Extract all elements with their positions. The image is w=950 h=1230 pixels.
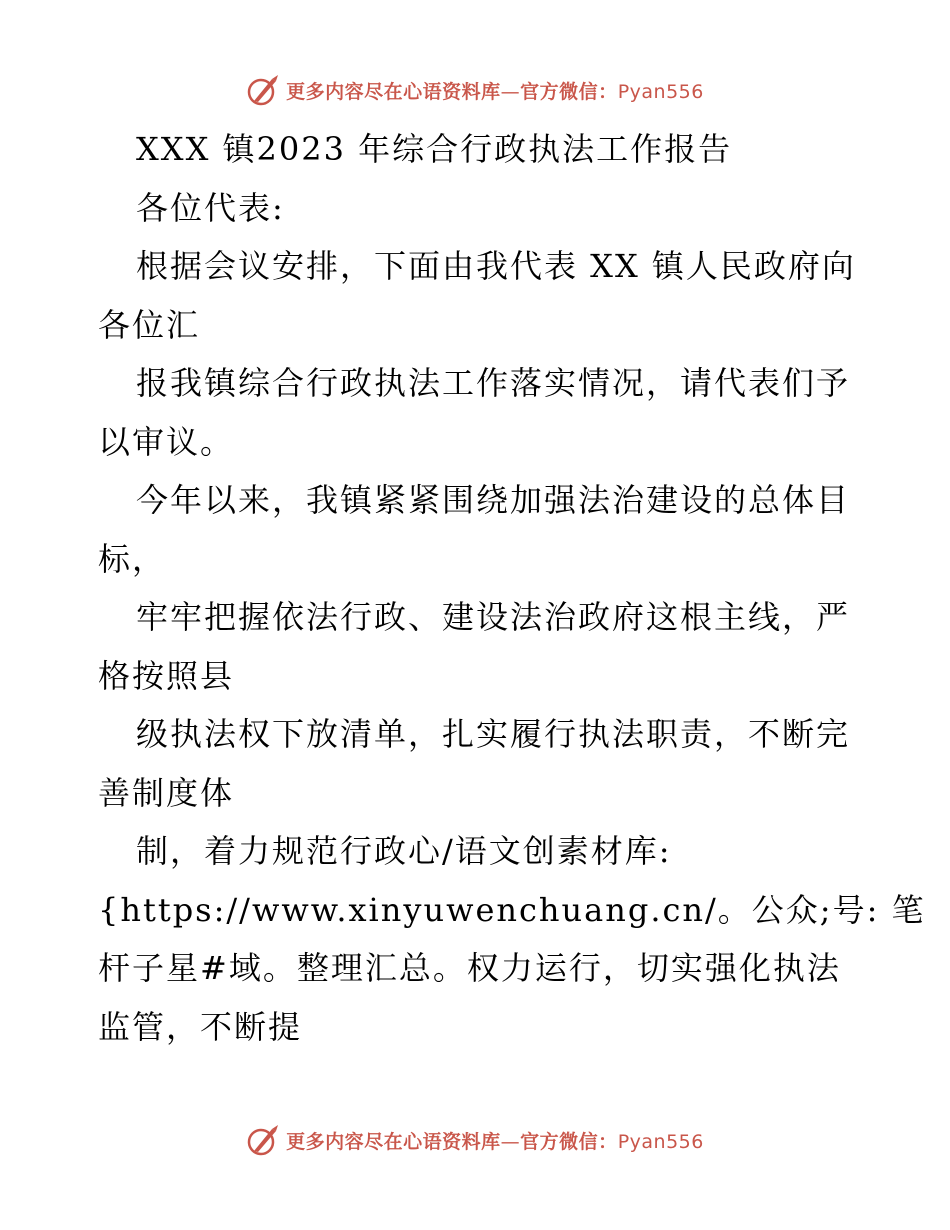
paragraph-line: 格按照县	[98, 656, 235, 695]
paragraph-line: 根据会议安排，下面由我代表 XX 镇人民政府向	[136, 247, 856, 285]
paragraph-line: 监管，不断提	[98, 1007, 303, 1046]
paragraph-line: 报我镇综合行政执法工作落实情况，请代表们予	[136, 364, 851, 402]
quill-pen-circle-icon	[246, 73, 280, 107]
paragraph-line: 各位汇	[98, 305, 201, 344]
paragraph-line: {https://www.xinyuwenchuang.cn/。公众;号: 笔	[98, 890, 926, 929]
salutation: 各位代表:	[136, 188, 285, 227]
watermark-id: Pyan556	[617, 1130, 704, 1153]
watermark-separator: —	[500, 80, 521, 103]
watermark-official: 官方微信：	[520, 1130, 618, 1153]
paragraph-line: 牢牢把握依法行政、建设法治政府这根主线，严	[136, 598, 851, 636]
watermark-text	[286, 1127, 704, 1154]
paragraph-line: 级执法权下放清单，扎实履行执法职责，不断完	[136, 715, 851, 753]
watermark-main: 更多内容尽在心语资料库	[286, 1130, 501, 1153]
paragraph-line: 以审议。	[98, 422, 235, 461]
watermark-official: 官方微信：	[520, 80, 618, 103]
document-title: XXX 镇2023 年综合行政执法工作报告	[136, 130, 733, 168]
paragraph-line: 善制度体	[98, 773, 235, 812]
watermark-separator: —	[500, 1130, 521, 1153]
header-watermark	[0, 70, 950, 110]
footer-watermark	[0, 1120, 950, 1160]
document-body	[98, 120, 926, 1056]
quill-pen-circle-icon	[246, 1123, 280, 1157]
paragraph-line: 制，着力规范行政心/语文创素材库:	[136, 832, 672, 870]
paragraph-line: 杆子星#域。整理汇总。权力运行，切实强化执法	[98, 949, 841, 987]
watermark-main: 更多内容尽在心语资料库	[286, 80, 501, 103]
watermark-text	[286, 77, 704, 104]
watermark-id: Pyan556	[617, 80, 704, 103]
paragraph-line: 标，	[98, 539, 167, 578]
paragraph-line: 今年以来，我镇紧紧围绕加强法治建设的总体目	[136, 481, 851, 519]
